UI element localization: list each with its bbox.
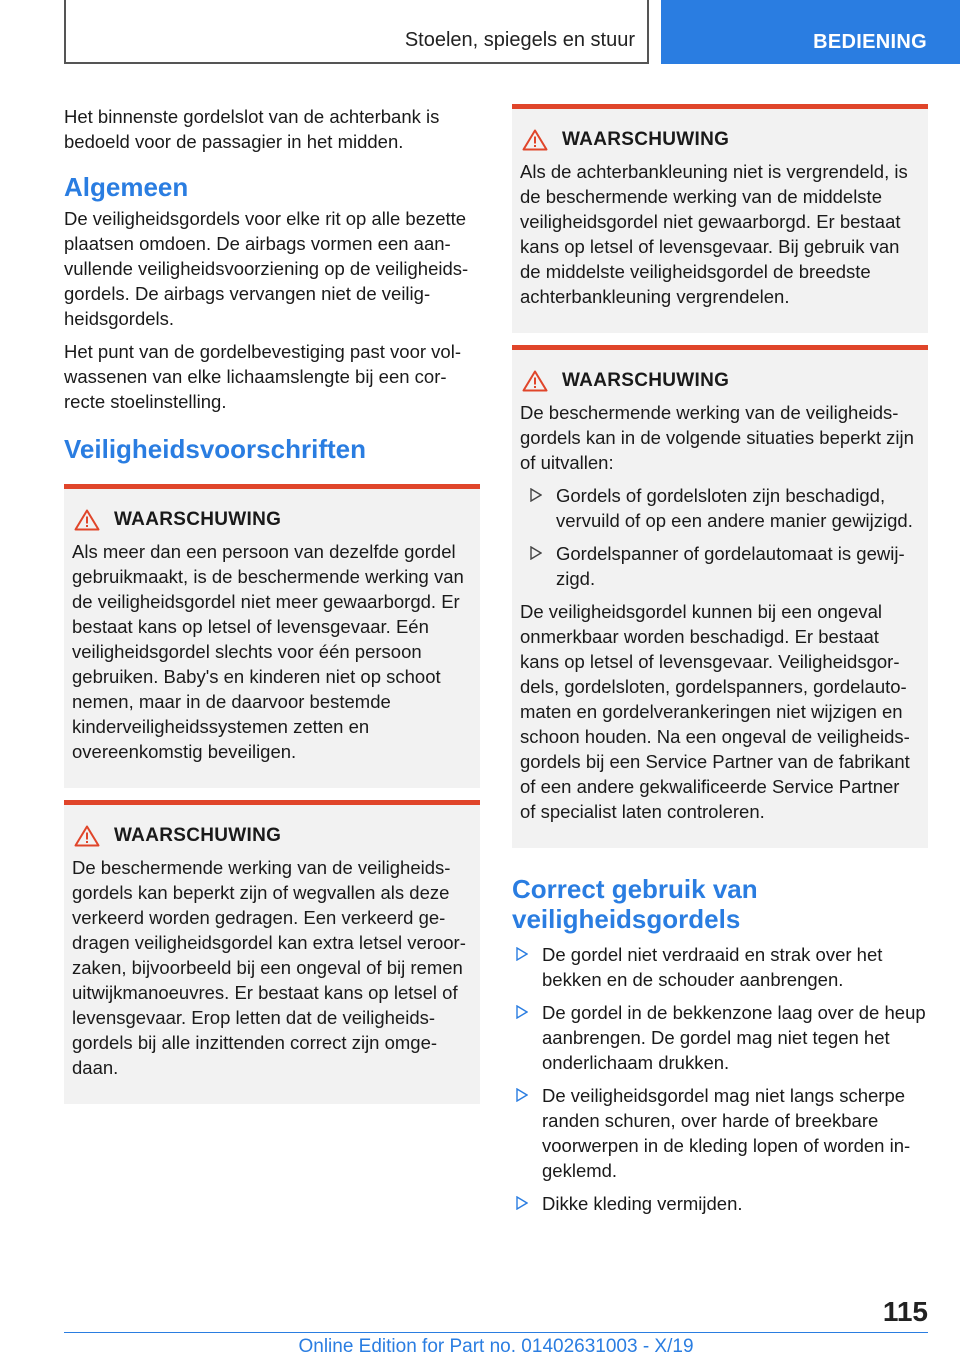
warning-text: Als de achterbankleuning niet is vergrendeld, is de beschermende werking van de middelste veiligheidsgordel niet gewaarborgd. Er bestaat kans op letsel of levensgevaar. Bij gebruik van de middelste veiligheidsgordel de breedste achterbankleuning vergrendelen.: [520, 161, 908, 307]
warning-icon: [74, 825, 100, 847]
footer-divider: [64, 1332, 928, 1333]
general-paragraph-2: Het punt van de gordelbevestiging past voor volwassenen van elke lichaamslengte bij een correcte stoelinstelling.: [64, 341, 461, 412]
header-section-title: Stoelen, spiegels en stuur: [404, 29, 635, 51]
triangle-bullet-icon: [530, 488, 542, 502]
warning-title-text: WAARSCHUWING: [114, 825, 282, 846]
list-item-text: Gordelspanner of gordelautomaat is gewijzigd.: [556, 543, 905, 589]
warning-box-1: [64, 484, 480, 788]
triangle-bullet-icon: [516, 1196, 528, 1210]
list-item: [512, 1191, 928, 1216]
triangle-bullet-icon: [530, 546, 542, 560]
warning-list: [520, 483, 920, 591]
warning-icon: [522, 129, 548, 151]
intro-paragraph: Het binnenste gordelslot van de achterbank is bedoeld voor de passagier in het midden.: [64, 106, 440, 152]
warning-title: [72, 509, 472, 531]
list-item-text: De gordel niet verdraaid en strak over het bekken en de schouder aanbrengen.: [542, 944, 883, 990]
left-column: [64, 104, 480, 1116]
list-item-text: Gordels of gordelsloten zijn beschadigd, vervuild of op een andere manier gewijzigd.: [556, 485, 913, 531]
warning-title-text: WAARSCHUWING: [562, 129, 730, 150]
warning-title: [72, 825, 472, 847]
right-column: [512, 104, 928, 1224]
list-item-text: De gordel in de bekkenzone laag over de heup aanbrengen. De gordel mag niet tegen het onderlichaam drukken.: [542, 1002, 926, 1073]
general-paragraph-1: De veiligheidsgordels voor elke rit op alle bezette plaatsen omdoen. De airbags vormen een aanvullende veiligheidsvoorziening op de veiligheidsgordels. De airbags vervangen niet de veiligheidsgordels.: [64, 208, 469, 329]
triangle-bullet-icon: [516, 1088, 528, 1102]
heading-general: Algemeen: [64, 172, 189, 202]
warning-title-text: WAARSCHUWING: [562, 370, 730, 391]
correct-use-list: [512, 942, 928, 1216]
warning-title-text: WAARSCHUWING: [114, 509, 282, 530]
warning-text: De veiligheidsgordel kunnen bij een ongeval onmerkbaar worden beschadigd. Er bestaat kans op letsel of levensgevaar. Veiligheidsgordels, gordelsloten, gordelspanners, gordelautomaten en gordelverankeringen niet wijzigen en schoon houden. Na een ongeval de veiligheidsgordels bij een Service Partner van de fabrikant of een andere gekwalificeerde Service Partner of specialist laten controleren.: [520, 601, 910, 822]
warning-text: Als meer dan een persoon van dezelfde gordel gebruikmaakt, is de beschermende werking van de veiligheidsgordel niet meer gewaarborgd. Er bestaat kans op letsel of levensgevaar. Eén veiligheidsgordel slechts voor één persoon gebruiken. Baby's en kinderen niet op schoot nemen, maar in de daarvoor bestemde kinderveiligheidssystemen zetten en overeenkomstig beveiligen.: [72, 541, 464, 762]
list-item: [512, 1083, 928, 1183]
page-number: 115: [882, 1296, 928, 1327]
triangle-bullet-icon: [516, 1005, 528, 1019]
warning-box-2: [64, 800, 480, 1104]
warning-title: [520, 129, 920, 151]
list-item: [512, 942, 928, 992]
warning-title: [520, 370, 920, 392]
heading-safety: Veiligheidsvoorschriften: [64, 434, 366, 464]
list-item: [512, 1000, 928, 1075]
list-item-text: De veiligheidsgordel mag niet langs scherpe randen schuren, over harde of breekbare voorwerpen in de kleding lopen of worden ingeklemd.: [542, 1085, 911, 1181]
list-item: [520, 483, 920, 533]
header-chapter-title: BEDIENING: [813, 31, 927, 53]
warning-box-4: [512, 345, 928, 848]
heading-correct-use: Correct gebruik van veiligheidsgordels: [512, 874, 758, 934]
list-item-text: Dikke kleding vermijden.: [542, 1193, 743, 1214]
warning-intro: De beschermende werking van de veiligheidsgordels kan in de volgende situaties beperkt zijn of uitvallen:: [520, 402, 914, 473]
warning-icon: [74, 509, 100, 531]
header-section: [64, 0, 649, 64]
triangle-bullet-icon: [516, 947, 528, 961]
warning-text: De beschermende werking van de veiligheidsgordels kan beperkt zijn of wegvallen als deze verkeerd worden gedragen. Een verkeerd gedragen veiligheidsgordel kan extra letsel veroorzaken, bijvoorbeeld bij een ongeval of bij remen uitwijkmanoeuvres. Er bestaat kans op letsel of levensgevaar. Erop letten dat de veiligheidsgordels bij alle inzittenden correct zijn omgedaan.: [72, 857, 466, 1078]
list-item: [520, 541, 920, 591]
warning-box-3: [512, 104, 928, 333]
warning-icon: [522, 370, 548, 392]
footer-edition: Online Edition for Part no. 01402631003 - X/19: [298, 1336, 694, 1357]
header-chapter: [661, 0, 960, 64]
